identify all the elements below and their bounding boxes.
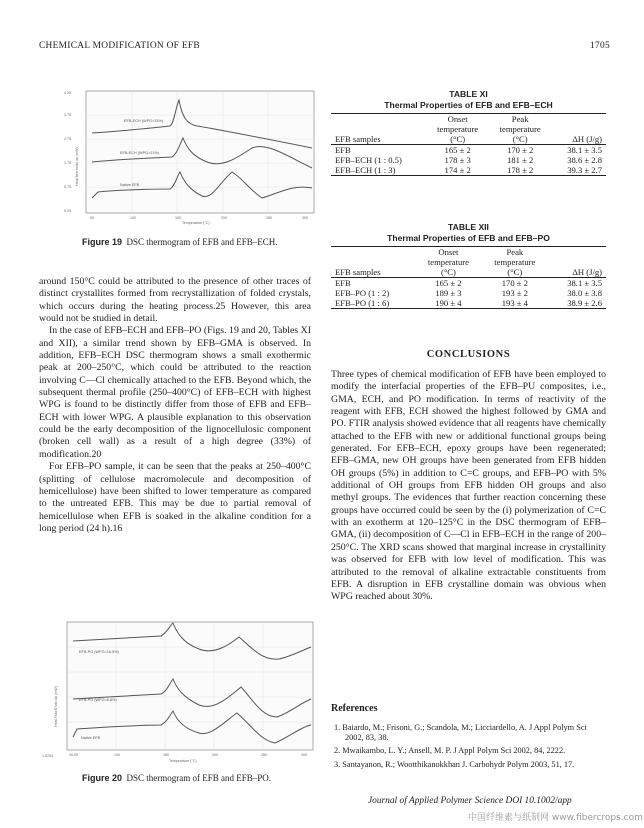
table-cell: 38.6 ± 2.8 (567, 155, 602, 165)
svg-text:Temperature (°C): Temperature (°C) (182, 221, 210, 225)
watermark: 中国纤维素与纸制网 www.fibercrops.com (468, 813, 643, 823)
fig19-curve-label: Native EFB (120, 183, 140, 187)
svg-text:100: 100 (130, 216, 136, 220)
table-header: EFB samples (331, 134, 426, 145)
table-xi-number: TABLE XI (449, 89, 488, 99)
svg-text:150: 150 (175, 216, 181, 220)
svg-text:4.25: 4.25 (64, 91, 71, 95)
paragraph: Three types of chemical modification of EFB have been employed to modify the interfacial properties of the EFB–PU composites, i.e., GMA, ECH, and PO modification. In terms of reactivity of the reagent with EFB, ECH showed the highest followed by GMA and PO. FTIR analysis showed evidence that all reagents have chemically attached to the EFB with new or additional functional groups being generated. For EFB–ECH, epoxy groups have been regenerated; EFB–GMA, new OH groups have been generated from EFB hidden OH groups (5%) in addition to C=C groups, and EFB–PO with 5% additional of OH groups from EFB hidden OH groups and also methyl groups. The evidences that further reaction concerning these groups have occurred could be seen by the (i) polymerization of C=C with an exotherm at 120–125°C in the DSC thermogram of EFB–GMA, (ii) decomposition of C—Cl in EFB–ECH in the range of 200–250°C. The XRD scans showed that marginal increase in crystallinity was observed for EFB with low level of modification. This was attributed to the removal of alkaline extractable constituents from EFB. A disruption in EFB crystalline domain was obvious when WPG reached about 30%. (331, 369, 606, 603)
table-cell: 165 ± 2 (435, 278, 462, 288)
table-header: EFB samples (331, 267, 415, 278)
figure-20-image (39, 617, 321, 763)
table-header: ΔH (J/g) (548, 267, 606, 278)
conclusions-heading: CONCLUSIONS (426, 349, 511, 360)
references-list (334, 723, 604, 773)
svg-text:2.75: 2.75 (64, 137, 71, 141)
figure-20-caption (82, 773, 271, 783)
fig19-curve-label: EFB-ECH (WPG=33%) (124, 119, 164, 123)
table-xi: TABLE XI Thermal Properties of EFB and EFB–ECH Onset Peak temperature temperature EFB samples (°C) (°C) ΔH (J/g) EFB 165 ± 2 170 ± 2 38.1 ± 3.5 EFB–ECH (1 : 0.5) 178 ± 3 181 ± 2 38.6 ± 2.8 EFB–ECH (1 : 3) 174 ± 2 178 ± 2 39.3 ± 2.7 (331, 89, 606, 176)
reference-item: 2. Mwaikambo, L. Y.; Ansell, M. P. J Appl Polym Sci 2002, 84, 2222. (334, 746, 566, 756)
paragraph: For EFB–PO sample, it can be seen that the peaks at 250–400°C (splitting of cellulose macromolecule and decomposition of hemicellulose) have been shifted to lower temperature as compared to the untreated EFB. This may be due to partial removal of hemicellulose when EFB is soaked in the alkaline condition for a long period (24 h).16 (39, 461, 311, 534)
svg-text:Heat flow endo up (mW): Heat flow endo up (mW) (75, 147, 79, 186)
table-cell: 38.1 ± 3.5 (567, 278, 602, 288)
svg-text:1.75: 1.75 (64, 161, 71, 165)
table-cell: 165 ± 2 (444, 145, 471, 155)
fig20-curve-label: EFB-PO (WPG=8.8%) (79, 698, 117, 702)
table-cell: 39.3 ± 2.7 (551, 165, 606, 176)
table-cell: 170 ± 2 (507, 145, 534, 155)
svg-text:150: 150 (163, 753, 169, 757)
svg-text:250: 250 (261, 753, 267, 757)
table-cell: 181 ± 2 (507, 155, 534, 165)
figure-19-caption-text: DSC thermogram of EFB and EFB–ECH. (126, 237, 278, 247)
table-cell: EFB–PO (1 : 2) (335, 288, 390, 298)
svg-text:300: 300 (302, 216, 308, 220)
table-cell: 178 ± 3 (444, 155, 471, 165)
page-number: 1705 (590, 41, 610, 51)
svg-text:0.75: 0.75 (64, 185, 71, 189)
svg-text:250: 250 (266, 216, 272, 220)
svg-text:Heat Flow Endo Up (mW): Heat Flow Endo Up (mW) (54, 686, 58, 727)
journal-footer: Journal of Applied Polymer Science DOI 10.1002/app (368, 796, 572, 806)
table-cell: EFB–PO (1 : 6) (331, 298, 415, 309)
table-header: ΔH (J/g) (551, 134, 606, 145)
table-cell: 189 ± 3 (435, 288, 462, 298)
table-cell: 178 ± 2 (489, 165, 552, 176)
table-xii-title: Thermal Properties of EFB and EFB–PO (387, 232, 550, 243)
reference-item: 1. Baiardo, M.; Frisoni, G.; Scandola, M.; Licciardello, A. J Appl Polym Sci 2002, 83, 38. (334, 723, 587, 743)
table-cell: 38.1 ± 3.5 (567, 145, 602, 155)
svg-text:3.75: 3.75 (64, 113, 71, 117)
svg-text:200: 200 (212, 753, 218, 757)
table-xi-title: Thermal Properties of EFB and EFB–ECH (384, 99, 553, 110)
svg-text:200: 200 (221, 216, 227, 220)
conclusions-text (331, 369, 606, 604)
running-header-title: CHEMICAL MODIFICATION OF EFB (39, 41, 200, 51)
fig20-curve-label: EFB-PO (WPG=16.5%) (79, 650, 119, 654)
figure-20-caption-label: Figure 20 (82, 773, 123, 783)
svg-text:Temperature (°C): Temperature (°C) (169, 759, 197, 763)
fig20-curve-label: Native EFB (81, 736, 101, 740)
table-cell: EFB (335, 145, 351, 155)
left-column-text (39, 276, 311, 535)
svg-text:100: 100 (114, 753, 120, 757)
table-cell: 38.9 ± 2.6 (548, 298, 606, 309)
table-cell: EFB (335, 278, 351, 288)
table-cell: 170 ± 2 (501, 278, 528, 288)
table-cell: EFB–ECH (1 : 3) (331, 165, 426, 176)
figure-19-caption-label: Figure 19 (82, 237, 123, 247)
fig19-curve-label: EFB-ECH (WPG=21%) (120, 151, 160, 155)
figure-20-caption-text: DSC thermogram of EFB and EFB–PO. (126, 773, 272, 783)
paragraph: around 150°C could be attributed to the presence of other traces of distinct crystallites formed from recrystallization of folded crystals, which occurs during the heating process.25 However, this area would not be studied in detail. (39, 276, 311, 325)
table-cell: 174 ± 2 (426, 165, 489, 176)
table-cell: EFB–ECH (1 : 0.5) (335, 155, 402, 165)
svg-text:50: 50 (90, 216, 94, 220)
table-cell: 193 ± 4 (482, 298, 548, 309)
table-cell: 190 ± 4 (415, 298, 481, 309)
table-cell: 38.0 ± 3.8 (567, 288, 602, 298)
paragraph: In the case of EFB–ECH and EFB–PO (Figs. 19 and 20, Tables XI and XII), a similar trend shown by EFB–GMA is observed. In addition, EFB–ECH DSC thermogram shows a small exothermic peak at 200–250°C, which could be attributed to the reaction involving C—Cl chemically attached to the EFB. Beyond which, the subsequent thermal profile (250–400°C) of EFB–ECH with highest WPG is found to be distinctly differ from those of EFB and EFB–ECH with lower WPG. A plausible explanation to this observation could be the early decomposition of the lignocellulosic component (broken cell wall) as a result of a high degree (33%) of modification.20 (39, 325, 311, 460)
table-cell: 193 ± 2 (501, 288, 528, 298)
references-heading: References (331, 703, 378, 714)
figure-19-caption (82, 237, 278, 247)
figure-19-image (62, 86, 322, 226)
table-xii: TABLE XII Thermal Properties of EFB and EFB–PO Onset Peak temperature temperature EFB samples (°C) (°C) ΔH (J/g) EFB 165 ± 2 170 ± 2 38.1 ± 3.5 EFB–PO (1 : 2) 189 ± 3 193 ± 2 38.0 ± 3.8 EFB–PO (1 : 6) 190 ± 4 193 ± 4 38.9 ± 2.6 (331, 222, 606, 309)
svg-text:30.00: 30.00 (69, 753, 78, 757)
svg-text:1.0254: 1.0254 (42, 754, 53, 758)
svg-text:0.25: 0.25 (64, 209, 71, 213)
table-xii-number: TABLE XII (448, 222, 489, 232)
reference-item: 3. Santayanon, R.; Wootthikanokkhan J. Carbohydr Polym 2003, 51, 17. (334, 759, 575, 769)
svg-text:300: 300 (301, 753, 307, 757)
